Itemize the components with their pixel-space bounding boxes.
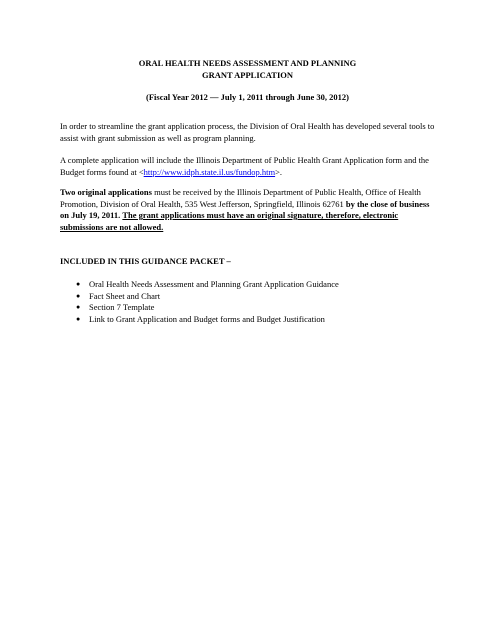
packet-item-label: Oral Health Needs Assessment and Planning Grant Application Guidance [89, 279, 339, 289]
two-original-applications: Two original applications [60, 187, 152, 197]
packet-item [60, 302, 435, 314]
complete-application-text-end: >. [275, 166, 283, 177]
packet-items-list [60, 279, 435, 325]
packet-heading: INCLUDED IN THIS GUIDANCE PACKET – [60, 256, 231, 266]
submission-deadline: by the close of business on July 19, 2011. [60, 198, 430, 220]
signature-requirement: The grant applications must have an original signature, therefore, electronic submissions are not allowed. [60, 210, 399, 232]
bullet-icon: ● [76, 280, 81, 288]
bullet-icon: ● [76, 303, 81, 311]
packet-item [60, 291, 435, 303]
fiscal-year-line: (Fiscal Year 2012 — July 1, 2011 through June 30, 2012) [146, 92, 349, 102]
packet-item-label: Section 7 Template [89, 302, 155, 312]
bullet-icon: ● [76, 314, 81, 323]
submission-paragraph [60, 187, 435, 233]
fundop-link[interactable]: http://www.idph.state.il.us/fundop.htm [143, 166, 276, 177]
packet-item [60, 279, 435, 291]
packet-item-label: Fact Sheet and Chart [89, 290, 161, 301]
complete-application-paragraph [60, 155, 435, 178]
packet-item-label: Link to Grant Application and Budget forms and Budget Justification [89, 313, 325, 324]
intro-paragraph: In order to streamline the grant application process, the Division of Oral Health has developed several tools to assist with grant submission as well as program planning. [60, 121, 435, 143]
bullet-icon: ● [76, 291, 81, 300]
complete-application-text-start: A complete application will include the Illinois Department of Public Health Grant Application form and the Budget forms found at < [60, 155, 429, 177]
submission-address: must be received by the Illinois Department of Public Health, Office of Health Promotion, Division of Oral Health, 535 West Jefferson, Springfield, Illinois 62761 [60, 187, 421, 209]
document-title-line-1: ORAL HEALTH NEEDS ASSESSMENT AND PLANNING [138, 58, 357, 68]
packet-item [60, 314, 435, 326]
document-title-line-2: GRANT APPLICATION [201, 69, 294, 80]
